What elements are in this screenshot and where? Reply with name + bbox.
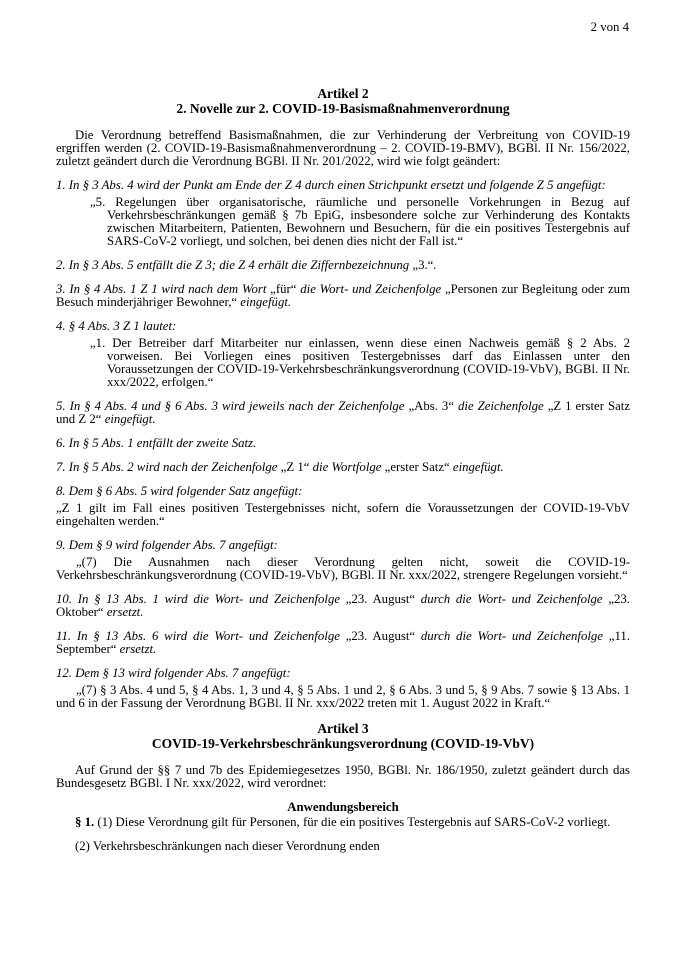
amendment-item-11-text: durch die Wort- und Zeichenfolge: [415, 629, 609, 643]
inserted-text-z5: [56, 196, 630, 248]
inserted-abs-7-item-9-text: „(7) Die Ausnahmen nach dieser Verordnung gelten nicht, soweit die COVID-19-Verkehrsbeschränkungsverordnung (COVID-19-VbV), BGBl. II Nr. xxx/2022, strengere Regelungen vorsieht.“: [56, 555, 630, 582]
inserted-text-z1: [56, 337, 630, 389]
amendment-item-10-text: 10. In § 13 Abs. 1 wird die Wort- und Zeichenfolge: [56, 592, 346, 606]
amendment-item-9: [56, 539, 630, 552]
amendment-item-3-text: „Personen zur Begleitung oder zum Besuch minderjähriger Bewohner,“: [56, 282, 631, 309]
amendment-item-1: [56, 179, 630, 192]
amendment-item-2-text: .: [433, 258, 437, 272]
amendment-item-12-text: 12. Dem § 13 wird folgender Abs. 7 angefügt:: [56, 666, 291, 680]
amendment-item-11: [56, 630, 630, 656]
article-3-heading: [56, 721, 630, 736]
amendment-item-7: [56, 461, 630, 474]
amendment-item-5-text: die Zeichenfolge: [454, 399, 548, 413]
amendment-item-11-text: ersetzt.: [116, 642, 157, 656]
amendment-item-3-text: die Wort- und Zeichenfolge: [296, 282, 445, 296]
article-2-title: [56, 101, 630, 116]
amendment-item-5-text: „Z 1 erster Satz und Z 2“: [56, 399, 630, 426]
amendment-item-7-text: „erster Satz“: [384, 460, 450, 474]
article-3-preamble-text: Auf Grund der §§ 7 und 7b des Epidemiegesetzes 1950, BGBl. Nr. 186/1950, zuletzt geändert durch das Bundesgesetz BGBl. I Nr. xxx/2022, wird verordnet:: [56, 763, 630, 790]
paragraph-1-abs-2: [56, 840, 630, 853]
amendment-item-3: [56, 283, 630, 309]
amendment-item-7-text: 7. In § 5 Abs. 2 wird nach der Zeichenfolge: [56, 460, 281, 474]
inserted-sentence-item-8-text: „Z 1 gilt im Fall eines positiven Testergebnisses nicht, sofern die Voraussetzungen der COVID-19-VbV eingehalten werden.“: [56, 501, 630, 528]
section-heading-anwendungsbereich-text: Anwendungsbereich: [287, 800, 399, 814]
inserted-text-z1-text: „1. Der Betreiber darf Mitarbeiter nur einlassen, wenn diese einen Nachweis gemäß § 2 Abs. 2 vorweisen. Bei Vorliegen eines positiven Testergebnisses darf das Einlassen unter den Voraussetzungen der COVID-19-Verkehrsbeschränkungsverordnung (COVID-19-VbV), BGBl. II Nr. xxx/2022, erfolgen.“: [90, 336, 630, 389]
amendment-item-3-text: „für“: [270, 282, 297, 296]
amendment-item-9-text: 9. Dem § 9 wird folgender Abs. 7 angefügt:: [56, 538, 278, 552]
inserted-sentence-item-8: [56, 502, 630, 528]
amendment-item-10-text: ersetzt.: [103, 605, 144, 619]
amendment-item-6: [56, 437, 630, 450]
amendment-item-7-text: „Z 1“: [280, 460, 310, 474]
amendment-item-3-text: 3. In § 4 Abs. 1 Z 1 wird nach dem Wort: [56, 282, 271, 296]
paragraph-1-abs-1-text: (1) Diese Verordnung gilt für Personen, für die ein positives Testergebnis auf SARS-CoV-2 vorliegt.: [94, 815, 611, 829]
article-2-title-text: 2. Novelle zur 2. COVID-19-Basismaßnahmenverordnung: [176, 101, 510, 116]
amendment-item-11-text: „11. September“: [56, 629, 630, 656]
intro-paragraph-text: Die Verordnung betreffend Basismaßnahmen, die zur Verhinderung der Verbreitung von COVID-19 ergriffen werden (2. COVID-19-Basismaßnahmenverordnung – 2. COVID-19-BMV), BGBl. II Nr. 156/2022, zuletzt geändert durch die Verordnung BGBl. II Nr. 201/2022, wird wie folgt geändert:: [56, 128, 630, 168]
paragraph-1-abs-1-text: § 1.: [75, 815, 95, 829]
page-number: 2 von 4: [590, 20, 629, 34]
inserted-abs-7-item-9: [56, 556, 630, 582]
amendment-item-7-text: die Wortfolge: [309, 460, 385, 474]
section-heading-anwendungsbereich: [56, 801, 630, 814]
amendment-item-4: [56, 320, 630, 333]
amendment-item-6-text: 6. In § 5 Abs. 1 entfällt der zweite Satz.: [56, 436, 257, 450]
amendment-item-5-text: eingefügt.: [101, 412, 156, 426]
article-2-heading: [56, 86, 630, 101]
amendment-item-1-text: 1. In § 3 Abs. 4 wird der Punkt am Ende der Z 4 durch einen Strichpunkt ersetzt und folgende Z 5 angefügt:: [56, 178, 606, 192]
amendment-item-10: [56, 593, 630, 619]
amendment-item-12: [56, 667, 630, 680]
inserted-abs-7-item-12: [56, 684, 630, 710]
amendment-item-5: [56, 400, 630, 426]
amendment-item-10-text: „23. August“: [345, 592, 416, 606]
amendment-item-5-text: 5. In § 4 Abs. 4 und § 6 Abs. 3 wird jeweils nach der Zeichenfolge: [56, 399, 409, 413]
article-3-title: [56, 736, 630, 751]
amendment-item-5-text: „Abs. 3“: [408, 399, 455, 413]
article-2-heading-text: Artikel 2: [317, 86, 369, 101]
amendment-item-3-text: eingefügt.: [237, 295, 292, 309]
amendment-item-10-text: durch die Wort- und Zeichenfolge: [415, 592, 609, 606]
paragraph-1-abs-2-text: (2) Verkehrsbeschränkungen nach dieser Verordnung enden: [75, 839, 380, 853]
intro-paragraph: [56, 129, 630, 168]
inserted-text-z5-text: „5. Regelungen über organisatorische, räumliche und personelle Vorkehrungen in Bezug auf Verkehrsbeschränkungen gemäß § 7b EpiG, insbesondere solche zur Verhinderung des Kontakts zwischen Mitarbeitern, Patienten, Bewohnern und Besuchern, für die ein positives Testergebnis auf SARS-CoV-2 vorliegt, und solchen, bei denen dies nicht der Fall ist.“: [90, 195, 630, 248]
amendment-item-11-text: 11. In § 13 Abs. 6 wird die Wort- und Zeichenfolge: [56, 629, 346, 643]
document-content: [56, 86, 630, 864]
amendment-item-4-text: 4. § 4 Abs. 3 Z 1 lautet:: [56, 319, 177, 333]
article-3-preamble: [56, 764, 630, 790]
amendment-item-2: [56, 259, 630, 272]
article-3-heading-text: Artikel 3: [317, 721, 369, 736]
article-3-title-text: COVID-19-Verkehrsbeschränkungsverordnung (COVID-19-VbV): [151, 736, 535, 751]
amendment-item-2-text: „3.“: [412, 258, 434, 272]
amendment-item-8-text: 8. Dem § 6 Abs. 5 wird folgender Satz angefügt:: [56, 484, 303, 498]
inserted-abs-7-item-12-text: „(7) § 3 Abs. 4 und 5, § 4 Abs. 1, 3 und 4, § 5 Abs. 1 und 2, § 6 Abs. 3 und 5, § 9 Abs. 7 sowie § 13 Abs. 1 und 6 in der Fassung der Verordnung BGBl. II Nr. xxx/2022 treten mit 1. August 2022 in Kraft.“: [56, 683, 630, 710]
amendment-item-8: [56, 485, 630, 498]
amendment-item-11-text: „23. August“: [345, 629, 416, 643]
amendment-item-2-text: 2. In § 3 Abs. 5 entfällt die Z 3; die Z 4 erhält die Ziffernbezeichnung: [56, 258, 413, 272]
amendment-item-7-text: eingefügt.: [449, 460, 504, 474]
paragraph-1-abs-1: [56, 816, 630, 829]
amendment-item-10-text: „23. Oktober“: [56, 592, 630, 619]
